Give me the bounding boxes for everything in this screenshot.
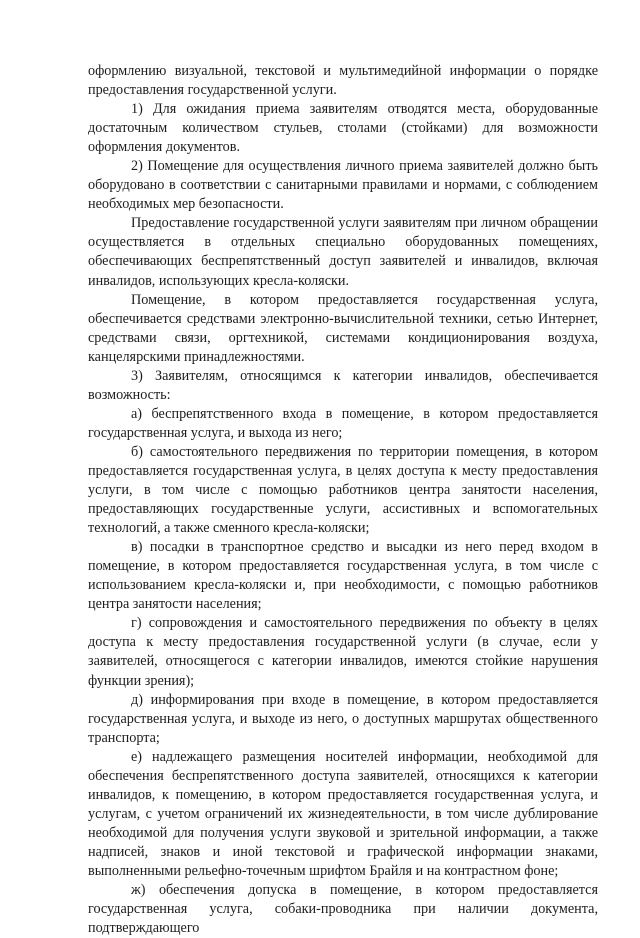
paragraph-item-2: 2) Помещение для осуществления личного приема заявителей должно быть оборудовано в соответствии с санитарными правилами и нормами, с соблюдением необходимых мер безопасности. [88, 158, 598, 213]
paragraph-item-1: 1) Для ожидания приема заявителям отводятся места, оборудованные достаточным количеством стульев, столами (стойками) для возможности оформления документов. [88, 101, 598, 156]
paragraph-subitem-zh: ж) обеспечения допуска в помещение, в котором предоставляется государственная услуга, собаки-проводника при наличии документа, подтверждающего [88, 882, 598, 937]
paragraph-personal-appeal: Предоставление государственной услуги заявителям при личном обращении осуществляется в отдельных специально оборудованных помещениях, обеспечивающих беспрепятственный доступ заявителей и инвалидов, включая инвалидов, использующих кресла-коляски. [88, 215, 598, 289]
paragraph-item-3: 3) Заявителям, относящимся к категории инвалидов, обеспечивается возможность: [88, 367, 598, 403]
paragraph-subitem-e: е) надлежащего размещения носителей информации, необходимой для обеспечения беспрепятственного доступа заявителей, относящихся к категории инвалидов, к помещению, в котором предоставляется государственная услуга, и услугам, с учетом ограничений их жизнедеятельности, в том числе дублирование необходимой для получения услуги звуковой и зрительной информации, а также надписей, знаков и иной текстовой и графической информации знаками, выполненными рельефно-точечным шрифтом Брайля и на контрастном фоне; [88, 748, 598, 879]
document-body [88, 62, 598, 938]
paragraph-subitem-b: б) самостоятельного передвижения по территории помещения, в котором предоставляется государственная услуга, в целях доступа к месту предоставления услуги, в том числе с помощью работников центра занятости населения, предоставляющих государственные услуги, ассистивных и вспомогательных технологий, а также сменного кресла-коляски; [88, 443, 598, 537]
paragraph-premises-equipment: Помещение, в котором предоставляется государственная услуга, обеспечивается средствами электронно-вычислительной техники, сетью Интернет, средствами связи, оргтехникой, системами кондиционирования воздуха, канцелярскими принадлежностями. [88, 291, 598, 365]
paragraph-subitem-v: в) посадки в транспортное средство и высадки из него перед входом в помещение, в котором предоставляется государственная услуга, в том числе с использованием кресла-коляски и, при необходимости, с помощью работников центра занятости населения; [88, 539, 598, 613]
paragraph-subitem-d: д) информирования при входе в помещение, в котором предоставляется государственная услуга, и выходе из него, о доступных маршрутах общественного транспорта; [88, 691, 598, 746]
paragraph-subitem-g: г) сопровождения и самостоятельного передвижения по объекту в целях доступа к месту предоставления государственной услуги (в случае, если у заявителей, относящегося с категории инвалидов, имеются стойкие нарушения функции зрения); [88, 615, 598, 689]
paragraph-subitem-a: а) беспрепятственного входа в помещение, в котором предоставляется государственная услуга, и выхода из него; [88, 405, 598, 441]
paragraph-continuation: оформлению визуальной, текстовой и мультимедийной информации о порядке предоставления государственной услуги. [88, 63, 598, 99]
